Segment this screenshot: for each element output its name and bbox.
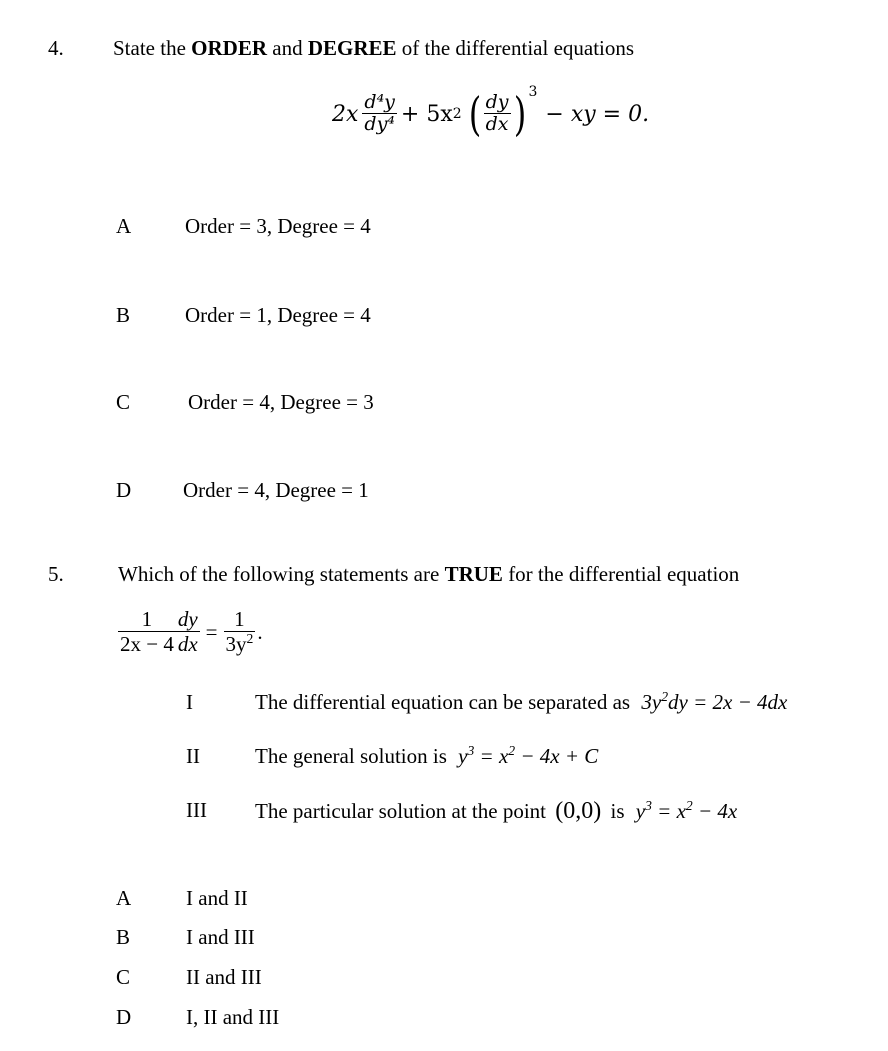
q5-eq-frac1-den-text: 2x − 4	[120, 631, 174, 656]
q5-option-d-letter: D	[116, 1005, 132, 1029]
q5-eq-frac3-num: 1	[234, 606, 245, 631]
q4-option-a-text: Order = 3, Degree = 4	[185, 214, 371, 238]
q4-option-c-text: Order = 4, Degree = 3	[188, 390, 374, 414]
q5-statement-2-math-a: y	[458, 744, 468, 768]
q5-eq-frac1-num: 1	[141, 606, 153, 631]
q5-stem-true: TRUE	[444, 562, 503, 586]
q5-statement-2-math-b-sup: 2	[508, 742, 516, 758]
q4-option-b-text: Order = 1, Degree = 4	[185, 303, 371, 327]
q4-eq-lparen: (	[468, 87, 481, 141]
q5-eq-frac2	[176, 608, 200, 656]
q5-statement-2-body	[255, 744, 598, 769]
q5-eq-frac3-den-sup: 2	[246, 630, 254, 646]
q5-statement-1-math-b: dy = 2x − 4dx	[668, 690, 788, 714]
q5-eq-equals: =	[205, 619, 218, 644]
q4-eq-frac2-den: dx	[485, 113, 509, 136]
q5-stem-pre: Which of the following statements are	[118, 562, 445, 586]
q4-stem-degree: DEGREE	[307, 36, 397, 60]
q4-option-d-text: Order = 4, Degree = 1	[183, 478, 369, 502]
q4-eq-frac1-den: dy⁴	[364, 113, 395, 136]
q5-statement-3-body	[255, 798, 737, 825]
q5-option-c-text: II and III	[186, 965, 262, 989]
q5-option-c-letter: C	[116, 965, 131, 989]
q5-option-d-text: I, II and III	[186, 1005, 280, 1029]
q5-statement-2-text: The general solution is	[255, 744, 447, 768]
q4-eq-rparen: )	[513, 87, 526, 141]
q4-eq-coef1: 2x	[332, 101, 359, 127]
q5-eq-frac3	[224, 608, 256, 656]
q5-option-b-letter: B	[116, 925, 131, 949]
q5-stem	[118, 562, 739, 587]
q5-statement-2-math-a-sup: 3	[467, 742, 475, 758]
q5-stem-post: for the differential equation	[502, 562, 740, 586]
q4-option-b-letter: B	[116, 303, 131, 327]
q5-number: 5.	[48, 562, 64, 586]
q4-stem-mid: and	[267, 36, 308, 60]
q5-statement-1-math-a-sup: 2	[661, 688, 669, 704]
q5-statement-1-roman: I	[186, 690, 193, 714]
q5-option-b-text: I and III	[186, 925, 255, 949]
q5-eq-frac1	[118, 608, 176, 656]
q5-statement-1-math-a: 3y	[641, 690, 662, 714]
q4-eq-frac1-num: d⁴y	[364, 91, 395, 114]
q4-eq-frac1	[362, 92, 397, 136]
q5-eq-frac3-den	[224, 631, 256, 656]
q5-option-a-text: I and II	[186, 886, 248, 910]
q5-statement-3-math-c: − 4x	[692, 799, 738, 823]
q5-statement-1-text: The differential equation can be separated as	[255, 690, 631, 714]
q4-eq-frac2	[484, 92, 511, 136]
q5-eq-period: .	[257, 619, 263, 644]
q5-statement-3-point: (0,0)	[555, 798, 602, 824]
q4-number: 4.	[48, 36, 64, 60]
q5-statement-3-is: is	[610, 799, 625, 823]
q4-eq-frac2-num: dy	[485, 91, 509, 114]
q5-eq-frac2-num: dy	[177, 606, 198, 631]
q5-eq-frac3-den-text: 3y	[225, 631, 247, 656]
q4-stem-order: ORDER	[191, 36, 267, 60]
q4-option-d-letter: D	[116, 478, 132, 502]
q4-stem	[113, 36, 634, 61]
q4-stem-pre: State the	[113, 36, 192, 60]
q5-statement-1-body	[255, 690, 787, 715]
q5-equation	[118, 600, 263, 664]
q4-eq-tail: − xy = 0.	[545, 101, 650, 127]
q4-eq-plus: + 5x	[400, 101, 453, 127]
q4-equation: 2x $\frac{\text{d⁴y}}{\text{dy⁴}}$ + 5x 2 ( $\frac{dy}{dx}$ ) $^3$ − xy = 0.	[332, 84, 650, 141]
q5-statement-3-roman: III	[186, 798, 207, 822]
q5-statement-3-math-a-sup: 3	[645, 797, 652, 813]
q5-statement-3-math-b-sup: 2	[685, 797, 693, 813]
q5-eq-frac1-den	[118, 631, 176, 656]
q4-option-a-letter: A	[116, 214, 132, 238]
q5-statement-2-roman: II	[186, 744, 200, 768]
q5-statement-3-math-a: y	[635, 799, 646, 823]
q4-eq-power: 3	[528, 84, 538, 100]
q5-eq-frac2-den: dx	[177, 631, 198, 656]
q4-stem-post: of the differential equations	[396, 36, 635, 60]
q5-statement-2-math-b: = x	[474, 744, 509, 768]
q5-statement-3-text: The particular solution at the point	[255, 799, 547, 823]
q5-statement-2-math-c: − 4x + C	[515, 744, 599, 768]
q5-option-a-letter: A	[116, 886, 132, 910]
q4-option-c-letter: C	[116, 390, 131, 414]
q5-statement-3-math-b: = x	[651, 799, 686, 823]
